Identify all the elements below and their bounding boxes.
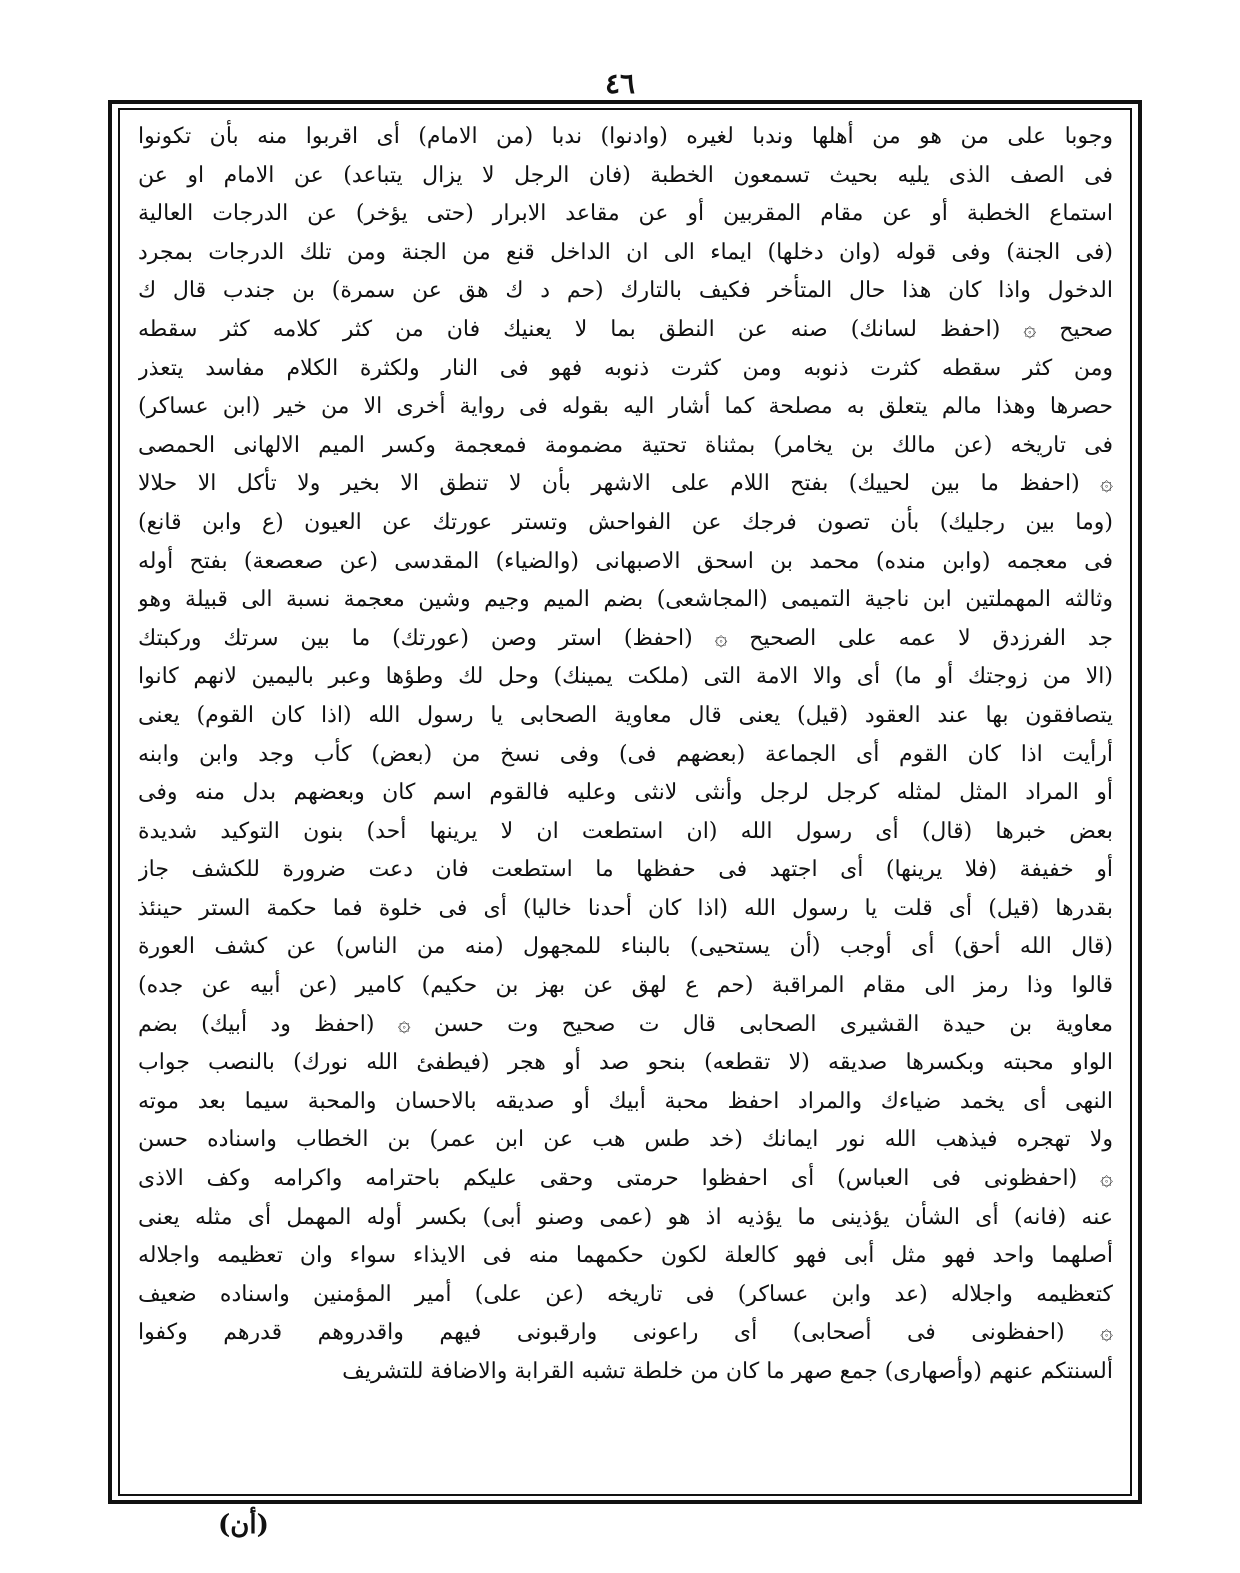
text-line: جد الفرزدق لا عمه على الصحيح ۞ (احفظ) استر وصن (عورتك) ما بين سرتك وركبتك xyxy=(138,625,1113,651)
text-line: (قال الله أحق) أى أوجب (أن يستحيى) بالبناء للمجهول (منه من الناس) عن كشف العورة xyxy=(138,934,1113,960)
text-line: أو خفيفة (فلا يرينها) أى اجتهد فى حفظها ما استطعت فان دعت ضرورة للكشف جاز xyxy=(138,857,1113,883)
page-number: ٤٦ xyxy=(604,67,636,100)
text-line: النهى أى يخمد ضياءك والمراد احفظ محبة أبيك أو صديقه بالاحسان والمحبة سيما بعد موته xyxy=(138,1088,1113,1114)
text-line: أرأيت اذا كان القوم أى الجماعة (بعضهم فى) وفى نسخ من (بعض) كأب وجد وابن وابنه xyxy=(138,741,1113,767)
text-line: وجوبا على من هو من أهلها وندبا لغيره (وادنوا) ندبا (من الامام) أى اقربوا منه بأن تكونوا xyxy=(138,124,1113,149)
text-line: ۞ (احفظونى فى أصحابى) أى راعونى وارقبونى فيهم واقدروهم قدرهم وكفوا xyxy=(138,1320,1113,1346)
text-line: فى معجمه (وابن منده) محمد بن اسحق الاصبهانى (والضياء) المقدسى (عن صعصعة) بفتح أوله xyxy=(138,548,1113,574)
body-text xyxy=(138,118,1113,1392)
text-line: ألسنتكم عنهم (وأصهارى) جمع صهر ما كان من خلطة تشبه القرابة والاضافة للتشريف xyxy=(342,1359,1113,1384)
text-line: ومن كثر سقطه كثرت ذنوبه ومن كثرت ذنوبه فهو فى النار ولكثرة الكلام مفاسد يتعذر xyxy=(138,355,1113,381)
text-line: الواو محبته وبكسرها صديقه (لا تقطعه) بنحو صد أو هجر (فيطفئ الله نورك) بالنصب جواب xyxy=(138,1050,1113,1076)
text-line: استماع الخطبة أو عن مقام المقربين أو عن مقاعد الابرار (حتى يؤخر) عن الدرجات العالية xyxy=(138,201,1113,227)
text-line: وثالثه المهملتين ابن ناجية التميمى (المجاشعى) بضم الميم وجيم وشين معجمة نسبة الى قبيلة وهو xyxy=(138,587,1113,613)
text-line: (وما بين رجليك) بأن تصون فرجك عن الفواحش وتستر عورتك عن العيون (ع وابن قانع) xyxy=(138,509,1113,535)
text-line: الدخول واذا كان هذا حال المتأخر فكيف بالتارك (حم د ك هق عن سمرة) بن جندب قال ك xyxy=(138,278,1113,304)
text-line: (فى الجنة) وفى قوله (وان دخلها) ايماء الى ان الداخل قنع من الجنة ومن تلك الدرجات بمجرد xyxy=(138,239,1113,265)
text-line: فى تاريخه (عن مالك بن يخامر) بمثناة تحتية مضمومة فمعجمة وكسر الميم الالهانى الحمصى xyxy=(138,432,1113,458)
text-line: معاوية بن حيدة القشيرى الصحابى قال ت صحيح وت حسن ۞ (احفظ ود أبيك) بضم xyxy=(138,1011,1113,1037)
text-line: بقدرها (قيل) أى قلت يا رسول الله (اذا كان أحدنا خاليا) أى فى خلوة فما حكمة الستر حينئذ xyxy=(138,895,1113,921)
text-line: بعض خبرها (قال) أى رسول الله (ان استطعت ان لا يرينها أحد) بنون التوكيد شديدة xyxy=(138,818,1113,844)
text-line: أصلهما واحد فهو مثل أبى فهو كالعلة لكون حكمهما منه فى الايذاء سواء وان تعظيمه واجلاله xyxy=(138,1243,1113,1269)
text-line: ۞ (احفظونى فى العباس) أى احفظوا حرمتى وحقى عليكم باحترامه واكرامه وكف الاذى xyxy=(138,1166,1113,1192)
text-line: ولا تهجره فيذهب الله نور ايمانك (خد طس هب عن ابن عمر) بن الخطاب واسناده حسن xyxy=(138,1127,1113,1153)
text-line: (الا من زوجتك أو ما) أى والا الامة التى (ملكت يمينك) وحل لك وطؤها وعبر باليمين لانهم كانوا xyxy=(138,664,1113,690)
text-line: عنه (فانه) أى الشأن يؤذينى ما يؤذيه اذ هو (عمى وصنو أبى) بكسر أوله المهمل أى مثله يعنى xyxy=(138,1204,1113,1230)
text-line: صحيح ۞ (احفظ لسانك) صنه عن النطق بما لا يعنيك فان من كثر كلامه كثر سقطه xyxy=(138,316,1113,342)
catchword: (أن) xyxy=(218,1510,269,1540)
text-line: يتصافقون بها عند العقود (قيل) يعنى قال معاوية الصحابى يا رسول الله (اذا كان القوم) يعنى xyxy=(138,702,1113,728)
text-line: قالوا وذا رمز الى مقام المراقبة (حم ع لهق عن بهز بن حكيم) كامير (عن أبيه عن جده) xyxy=(138,973,1113,999)
text-line: فى الصف الذى يليه بحيث تسمعون الخطبة (فان الرجل لا يزال يتباعد) عن الامام او عن xyxy=(138,162,1113,188)
text-line: كتعظيمه واجلاله (عد وابن عساكر) فى تاريخه (عن على) أمير المؤمنين واسناده ضعيف xyxy=(138,1281,1113,1307)
text-line: أو المراد المثل لمثله كرجل لرجل وأنثى لانثى وعليه فالقوم اسم كان وبعضهم بدل منه وفى xyxy=(138,780,1113,806)
text-line: حصرها وهذا مالم يتعلق به مصلحة كما أشار اليه بقوله فى رواية أخرى الا من خير (ابن عساكر) xyxy=(138,394,1113,420)
text-line: ۞ (احفظ ما بين لحييك) بفتح اللام على الاشهر بأن لا تنطق الا بخير ولا تأكل الا حلالا xyxy=(138,471,1113,497)
